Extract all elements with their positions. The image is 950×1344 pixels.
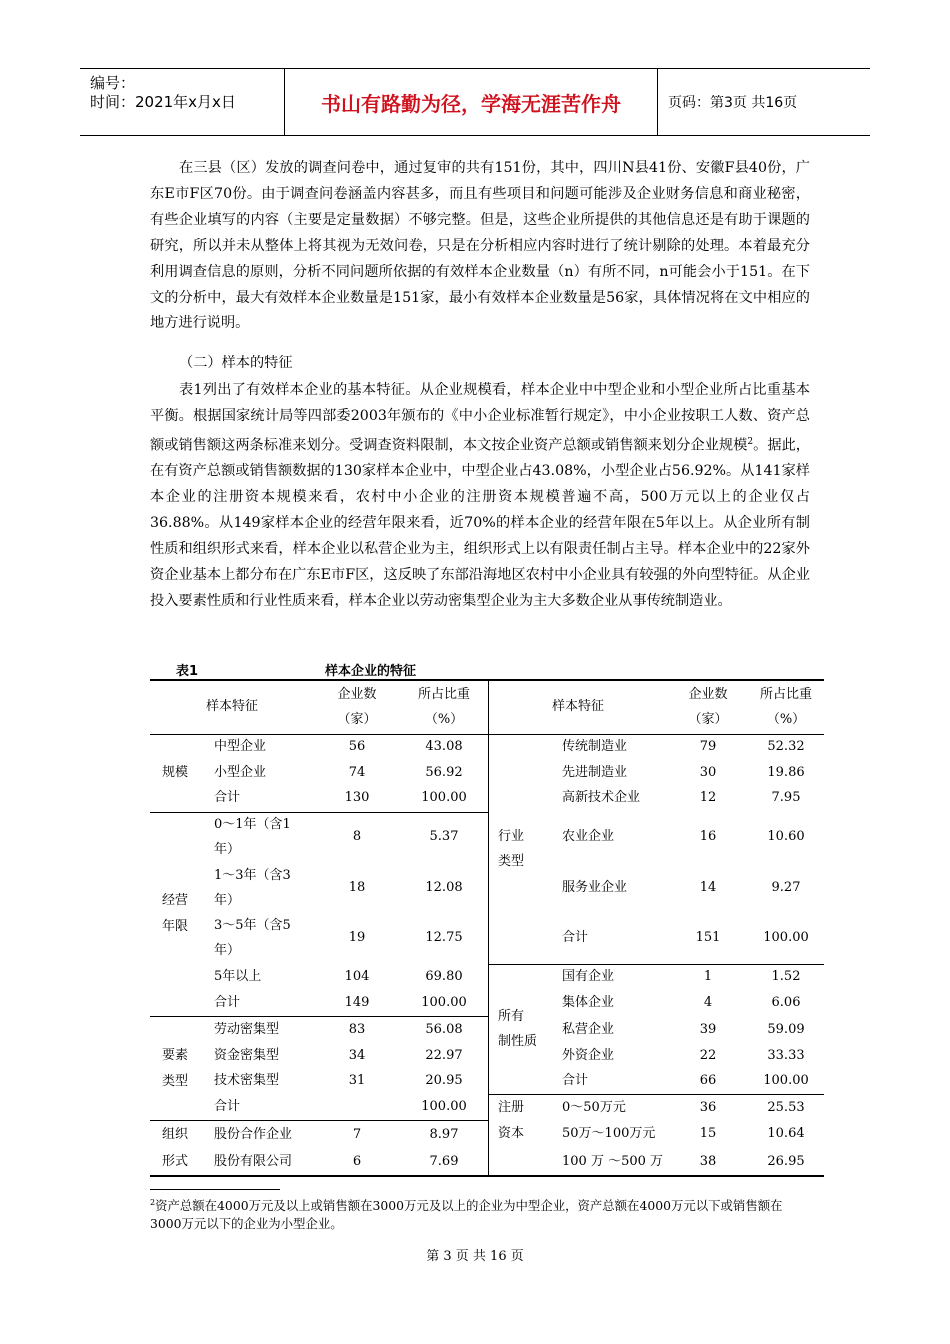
col-header-count-unit-right: （家） bbox=[688, 712, 728, 727]
group-org-b: 形式 bbox=[162, 1154, 189, 1169]
rule-left-3 bbox=[150, 1120, 488, 1121]
row-label: 集体企业 bbox=[562, 995, 615, 1010]
row-count: 7 bbox=[352, 1127, 362, 1142]
group-owner-b: 制性质 bbox=[498, 1034, 538, 1049]
table-center-divider bbox=[488, 679, 489, 1176]
row-share: 12.75 bbox=[425, 930, 463, 945]
row-label: 3～5年（含5 bbox=[214, 918, 291, 933]
footnote-text: 资产总额在4000万元及以上或销售额在3000万元及以上的企业为中型企业，资产总额在4000万元以下或销售额在3000万元以下的企业为小型企业。 bbox=[150, 1198, 783, 1232]
col-header-share-unit-left: （%） bbox=[424, 712, 464, 727]
row-label-cont: 年） bbox=[214, 943, 241, 958]
row-label: 合计 bbox=[214, 1099, 241, 1114]
paragraph-2-part-b: 。据此，在有资产总额或销售额数据的130家样本企业中，中型企业占43.08%，小型企业占56.92%。从141家样本企业的注册资本规模来看，农村中小企业的注册资本规模普遍不高，500万元以上的企业仅占36.88%。从149家样本企业的经营年限来看，近70%的样本企业的经营年限在5年以上。从企业所有制性质和组织形式来看，样本企业以私营企业为主，组织形式上以有限责任制占主导。样本企业中的22家外资企业基本上都分布在广东E市F区，这反映了东部沿海地区农村中小企业具有较强的外向型特征。从企业投入要素性质和行业性质来看，样本企业以劳动密集型企业为主大多数企业从事传统制造业。 bbox=[150, 437, 810, 609]
group-capital-a: 注册 bbox=[498, 1100, 525, 1115]
row-share: 7.95 bbox=[771, 790, 801, 805]
page-footer: 第 3 页 共 16 页 bbox=[426, 1249, 524, 1264]
row-count: 4 bbox=[703, 995, 713, 1010]
row-label: 服务业企业 bbox=[562, 880, 628, 895]
col-header-share-right: 所占比重 bbox=[759, 687, 812, 702]
row-share: 10.64 bbox=[767, 1126, 805, 1141]
row-share: 1.52 bbox=[771, 969, 801, 984]
row-label: 资金密集型 bbox=[214, 1048, 280, 1063]
group-owner-a: 所有 bbox=[498, 1009, 525, 1024]
row-label: 合计 bbox=[562, 1073, 589, 1088]
row-count: 18 bbox=[348, 880, 366, 895]
row-share: 100.00 bbox=[421, 1099, 467, 1114]
row-count: 149 bbox=[344, 995, 370, 1010]
row-count: 130 bbox=[344, 790, 370, 805]
section-heading: （二）样本的特征 bbox=[179, 355, 293, 371]
row-share: 43.08 bbox=[425, 739, 463, 754]
group-capital-b: 资本 bbox=[498, 1126, 525, 1141]
row-share: 52.32 bbox=[767, 739, 805, 754]
table-label: 表1 bbox=[176, 664, 199, 679]
row-share: 59.09 bbox=[767, 1022, 805, 1037]
row-share: 9.27 bbox=[771, 880, 801, 895]
col-header-count-right: 企业数 bbox=[688, 687, 728, 702]
row-label: 农业企业 bbox=[562, 829, 615, 844]
row-count: 19 bbox=[348, 930, 366, 945]
rule-left-1 bbox=[150, 812, 488, 813]
row-share: 33.33 bbox=[767, 1048, 805, 1063]
row-label: 中型企业 bbox=[214, 739, 267, 754]
col-header-share-unit-right: （%） bbox=[766, 712, 806, 727]
row-count: 39 bbox=[699, 1022, 717, 1037]
group-factor-a: 要素 bbox=[162, 1048, 189, 1063]
col-header-feature-left: 样本特征 bbox=[205, 699, 258, 714]
table-top-rule bbox=[150, 679, 824, 681]
row-share: 7.69 bbox=[429, 1154, 459, 1169]
row-label-cont: 年） bbox=[214, 842, 241, 857]
row-count: 66 bbox=[699, 1073, 717, 1088]
row-count: 16 bbox=[699, 829, 717, 844]
row-count: 104 bbox=[344, 969, 370, 984]
row-share: 69.80 bbox=[425, 969, 463, 984]
row-count: 1 bbox=[703, 969, 713, 984]
row-share: 10.60 bbox=[767, 829, 805, 844]
sample-characteristics-table bbox=[150, 679, 824, 1177]
group-years-a: 经营 bbox=[162, 893, 189, 908]
row-count: 83 bbox=[348, 1022, 366, 1037]
row-count: 36 bbox=[699, 1100, 717, 1115]
header-page-number: 页码：第3页 共16页 bbox=[668, 95, 798, 111]
row-count: 34 bbox=[348, 1048, 366, 1063]
row-label: 私营企业 bbox=[562, 1022, 615, 1037]
row-count: 22 bbox=[699, 1048, 717, 1063]
row-count: 30 bbox=[699, 765, 717, 780]
header-meta bbox=[80, 69, 285, 135]
paragraph-2-part-a: 表1列出了有效样本企业的基本特征。从企业规模看，样本企业中中型企业和小型企业所占比重基本平衡。根据国家统计局等四部委2003年颁布的《中小企业标准暂行规定》，中小企业按职工人数、资产总额或销售额这两条标准来划分。受调查资料限制，本文按企业资产总额或销售额来划分企业规模 bbox=[150, 382, 810, 454]
row-count: 6 bbox=[352, 1154, 362, 1169]
row-share: 56.92 bbox=[425, 765, 463, 780]
group-org-a: 组织 bbox=[162, 1127, 189, 1142]
row-label: 股份有限公司 bbox=[214, 1154, 293, 1169]
footnote-mark: 2 bbox=[150, 1198, 156, 1207]
row-count: 15 bbox=[699, 1126, 717, 1141]
row-share: 19.86 bbox=[767, 765, 805, 780]
row-label: 高新技术企业 bbox=[562, 790, 641, 805]
row-label: 5年以上 bbox=[214, 969, 262, 984]
row-share: 6.06 bbox=[771, 995, 801, 1010]
header-motto: 书山有路勤为径，学海无涯苦作舟 bbox=[285, 69, 658, 135]
row-share: 5.37 bbox=[429, 829, 459, 844]
row-count: 79 bbox=[699, 739, 717, 754]
row-label: 100 万 ～500 万 bbox=[562, 1154, 664, 1169]
row-count: 74 bbox=[348, 765, 366, 780]
body-paragraph-1: 在三县（区）发放的调查问卷中，通过复审的共有151份，其中，四川N县41份、安徽F县40份，广东E市F区70份。由于调查问卷涵盖内容甚多，而且有些项目和问题可能涉及企业财务信息和商业秘密，有些企业填写的内容（主要是定量数据）不够完整。但是，这些企业所提供的其他信息还是有助于课题的研究，所以并未从整体上将其视为无效问卷，只是在分析相应内容时进行了统计剔除的处理。本着最充分利用调查信息的原则，分析不同问题所依据的有效样本企业数量（n）有所不同，n可能会小于151。在下文的分析中，最大有效样本企业数量是151家，最小有效样本企业数量是56家，具体情况将在文中相应的地方进行说明。 bbox=[150, 160, 810, 332]
row-label: 0～1年（含1 bbox=[214, 817, 291, 832]
row-label: 国有企业 bbox=[562, 969, 615, 984]
row-label: 合计 bbox=[214, 790, 241, 805]
table-title: 样本企业的特征 bbox=[325, 664, 417, 679]
row-label: 合计 bbox=[214, 995, 241, 1010]
row-share: 100.00 bbox=[763, 1073, 809, 1088]
doc-number-label: 编号： bbox=[90, 74, 136, 92]
doc-date-label: 时间：2021年x月x日 bbox=[90, 93, 236, 111]
row-count: 14 bbox=[699, 880, 717, 895]
row-label: 劳动密集型 bbox=[214, 1022, 280, 1037]
row-label: 0～50万元 bbox=[562, 1100, 626, 1115]
col-header-feature-right: 样本特征 bbox=[551, 699, 604, 714]
row-count: 8 bbox=[352, 829, 362, 844]
row-share: 12.08 bbox=[425, 880, 463, 895]
footnote bbox=[150, 1194, 810, 1233]
footnote-separator bbox=[150, 1189, 280, 1190]
row-label: 股份合作企业 bbox=[214, 1127, 293, 1142]
row-label-cont: 年） bbox=[214, 893, 241, 908]
group-factor-b: 类型 bbox=[162, 1074, 189, 1089]
page-header bbox=[80, 68, 870, 136]
row-count: 31 bbox=[348, 1073, 366, 1088]
row-count: 151 bbox=[695, 930, 721, 945]
row-label: 合计 bbox=[562, 930, 589, 945]
group-industry-b: 类型 bbox=[498, 854, 525, 869]
col-header-share-left: 所占比重 bbox=[417, 687, 470, 702]
col-header-count-left: 企业数 bbox=[337, 687, 377, 702]
row-label: 传统制造业 bbox=[562, 739, 628, 754]
row-count: 12 bbox=[699, 790, 717, 805]
group-years-b: 年限 bbox=[162, 919, 189, 934]
row-label: 先进制造业 bbox=[562, 765, 628, 780]
row-count: 56 bbox=[348, 739, 366, 754]
row-share: 100.00 bbox=[421, 790, 467, 805]
row-share: 8.97 bbox=[429, 1127, 459, 1142]
group-industry-a: 行业 bbox=[498, 829, 525, 844]
row-share: 100.00 bbox=[421, 995, 467, 1010]
table-bottom-rule bbox=[150, 1175, 824, 1177]
row-share: 25.53 bbox=[767, 1100, 805, 1115]
footnote-ref: 2 bbox=[747, 436, 754, 447]
col-header-count-unit-left: （家） bbox=[337, 712, 377, 727]
body-paragraph-2 bbox=[150, 378, 810, 615]
row-share: 56.08 bbox=[425, 1022, 463, 1037]
row-label: 50万～100万元 bbox=[562, 1126, 656, 1141]
row-share: 100.00 bbox=[763, 930, 809, 945]
row-label: 小型企业 bbox=[214, 765, 267, 780]
row-share: 20.95 bbox=[425, 1073, 463, 1088]
row-label: 1～3年（含3 bbox=[214, 868, 291, 883]
row-share: 26.95 bbox=[767, 1154, 805, 1169]
row-count: 38 bbox=[699, 1154, 717, 1169]
row-share: 22.97 bbox=[425, 1048, 463, 1063]
group-scale: 规模 bbox=[162, 765, 189, 780]
row-label: 技术密集型 bbox=[214, 1073, 280, 1088]
row-label: 外资企业 bbox=[562, 1048, 615, 1063]
